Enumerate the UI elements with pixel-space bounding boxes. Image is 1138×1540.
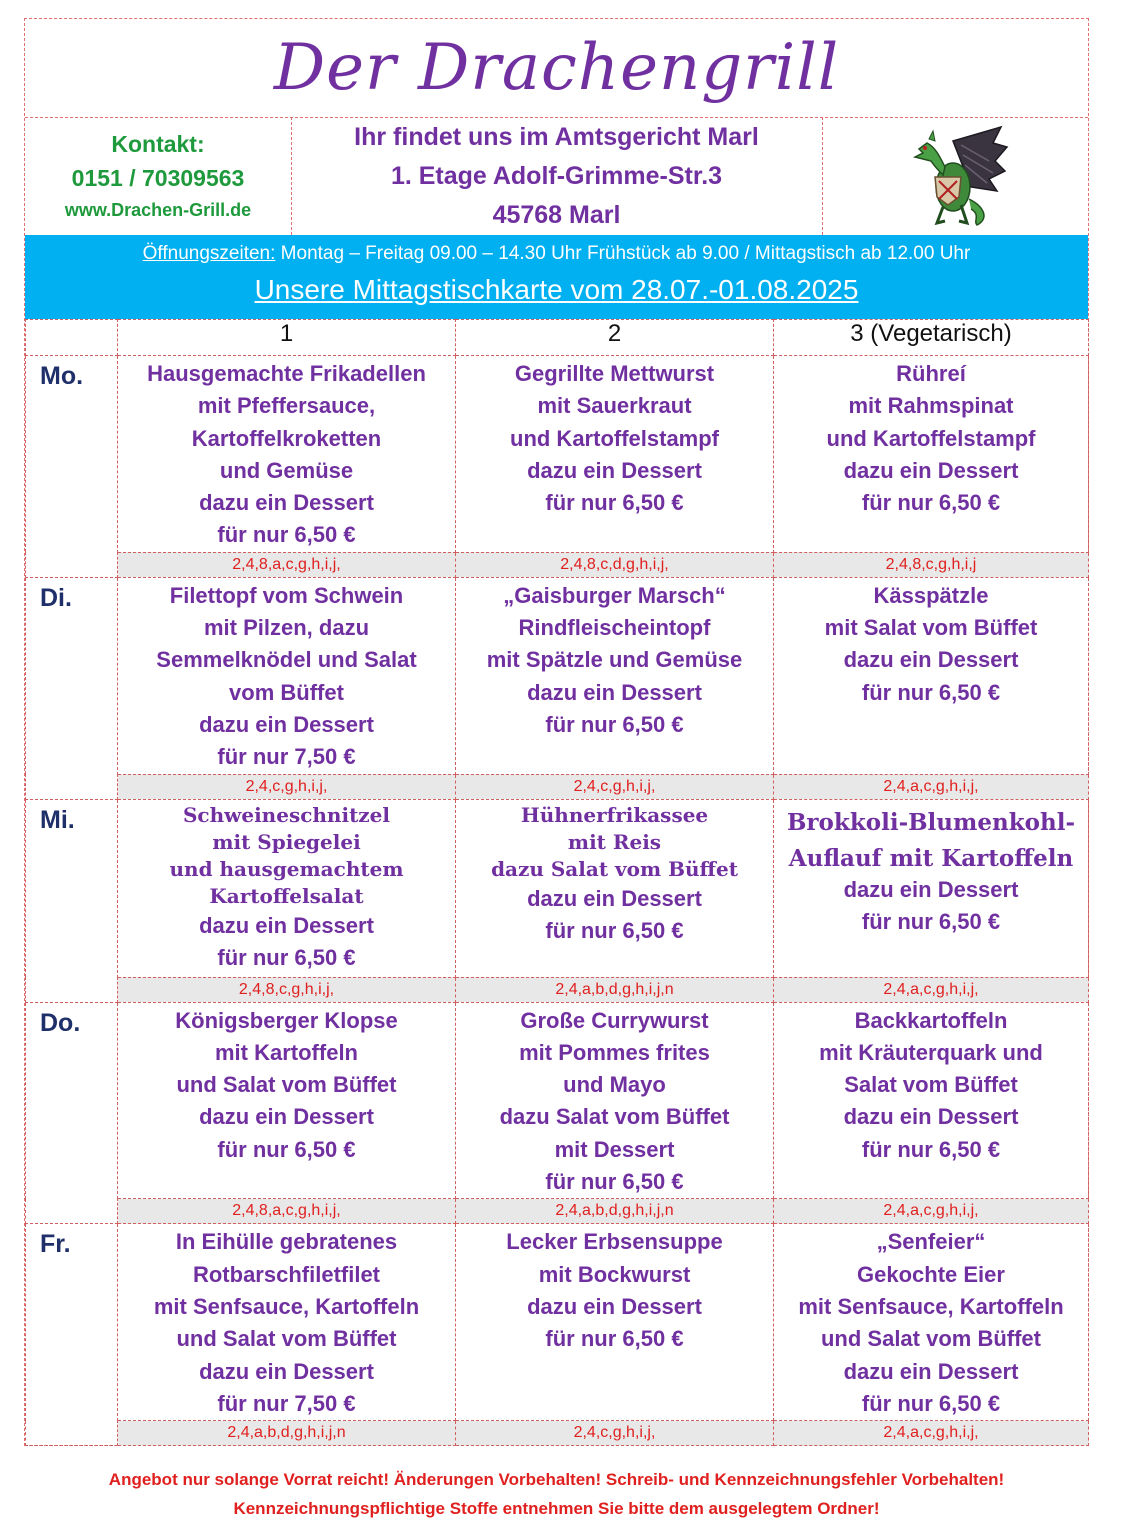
- menu-table: [25, 319, 1089, 1446]
- dish-line: Rindfleischeintopf: [518, 615, 711, 641]
- dish-line: und Gemüse: [219, 457, 354, 483]
- allergen-codes: 2,4,8,c,d,g,h,i,j,: [456, 552, 774, 577]
- dish-line: vom Büffet: [229, 679, 344, 705]
- day-label: Do.: [26, 1002, 118, 1224]
- dish-line: mit Salat vom Büffet: [824, 615, 1038, 641]
- allergen-codes: 2,4,a,b,d,g,h,i,j,n: [456, 1199, 774, 1224]
- dish-line: dazu ein Dessert: [843, 876, 1019, 902]
- dish-line: dazu ein Dessert: [843, 457, 1019, 483]
- dish-line: Salat vom Büffet: [844, 1072, 1018, 1098]
- dish-line: mit Pilzen, dazu: [203, 615, 370, 641]
- dish-line: Kartoffelsalat: [209, 883, 364, 908]
- dish-line: dazu ein Dessert: [199, 490, 374, 516]
- dish-line: und Kartoffelstampf: [510, 425, 719, 451]
- dish-cell: [456, 799, 774, 977]
- allergen-codes: 2,4,a,c,g,h,i,j,: [774, 977, 1089, 1002]
- contact-label: Kontakt:: [111, 131, 205, 157]
- dish-cell: [118, 356, 456, 553]
- logo-cell: [822, 117, 1090, 235]
- info-row: [25, 117, 1088, 236]
- day-row: [26, 1224, 1089, 1421]
- day-row: [26, 577, 1089, 774]
- allergen-codes: 2,4,8,a,c,g,h,i,j,: [118, 552, 456, 577]
- footer-line-1: Angebot nur solange Vorrat reicht! Änderungen Vorbehalten! Schreib- und Kennzeichnungsfehler Vorbehalten!: [108, 1470, 1005, 1489]
- dish-line: „Gaisburger Marsch“: [503, 582, 726, 608]
- dish-line: Kässpätzle: [873, 582, 989, 608]
- column-header: 3 (Vegetarisch): [774, 320, 1089, 356]
- dish-line: mit Kartoffeln: [215, 1039, 358, 1065]
- dish-line: Königsberger Klopse: [175, 1007, 398, 1033]
- day-label: Mi.: [26, 799, 118, 1002]
- allergen-codes: 2,4,a,c,g,h,i,j,: [774, 1199, 1089, 1224]
- dish-cell: [118, 577, 456, 774]
- dish-line: für nur 6,50 €: [861, 490, 1001, 516]
- allergen-codes: 2,4,c,g,h,i,j,: [456, 1421, 774, 1446]
- opening-hours: [25, 241, 1088, 267]
- dish-line: dazu ein Dessert: [199, 912, 374, 938]
- column-header: 2: [456, 320, 774, 356]
- dish-line: Hühnerfrikassee: [520, 802, 709, 827]
- dish-cell: [774, 356, 1089, 553]
- dish-cell: [456, 356, 774, 553]
- dish-line: Rotbarschfiletfilet: [192, 1261, 381, 1287]
- dish-line: für nur 6,50 €: [545, 1326, 684, 1352]
- dish-line: mit Kräuterquark und: [819, 1039, 1043, 1065]
- contact-cell: [25, 117, 292, 235]
- footer-line-2: Kennzeichnungspflichtige Stoffe entnehmen Sie bitte dem ausgelegtem Ordner!: [233, 1499, 880, 1518]
- dish-line: Brokkoli-Blumenkohl-: [786, 808, 1075, 836]
- allergen-row: [26, 552, 1089, 577]
- dish-line: Semmelknödel und Salat: [156, 647, 417, 673]
- allergen-row: [26, 774, 1089, 799]
- dish-cell: [456, 1224, 774, 1421]
- dish-line: Hausgemachte Frikadellen: [147, 361, 426, 386]
- day-row: [26, 356, 1089, 553]
- dish-cell: [774, 799, 1089, 977]
- dish-line: dazu ein Dessert: [843, 1358, 1019, 1384]
- address-cell: [291, 117, 823, 235]
- dish-line: dazu ein Dessert: [527, 885, 702, 911]
- dish-line: In Eihülle gebratenes: [175, 1229, 398, 1255]
- address-line-2: 1. Etage Adolf-Grimme-Str.3: [390, 161, 723, 190]
- allergen-codes: 2,4,8,a,c,g,h,i,j,: [118, 1199, 456, 1224]
- dish-line: und Salat vom Büffet: [176, 1072, 397, 1098]
- dish-line: für nur 6,50 €: [861, 679, 1001, 705]
- dish-cell: [774, 1224, 1089, 1421]
- dish-line: dazu ein Dessert: [843, 647, 1019, 673]
- dish-line: für nur 6,50 €: [861, 1390, 1001, 1416]
- dish-line: Filettopf vom Schwein: [169, 582, 404, 608]
- week-title: Unsere Mittagstischkarte vom 28.07.-01.08.2025: [254, 274, 859, 305]
- dish-line: mit Pfeffersauce,: [197, 393, 376, 419]
- dish-line: „Senfeier“: [876, 1229, 986, 1255]
- dish-line: für nur 6,50 €: [217, 522, 356, 548]
- footer: [25, 1465, 1088, 1523]
- menu-sheet: [24, 18, 1089, 1518]
- dish-line: mit Reis: [567, 829, 662, 854]
- column-header: 1: [118, 320, 456, 356]
- dish-cell: [118, 1002, 456, 1199]
- day-label: Mo.: [26, 356, 118, 578]
- dish-line: für nur 6,50 €: [545, 1169, 684, 1195]
- dish-cell: [774, 577, 1089, 774]
- dish-cell: [118, 1224, 456, 1421]
- dish-line: mit Senfsauce, Kartoffeln: [798, 1293, 1064, 1319]
- dish-line: dazu ein Dessert: [527, 457, 702, 483]
- dish-line: Lecker Erbsensuppe: [506, 1229, 723, 1255]
- allergen-codes: 2,4,8,c,g,h,i,j: [774, 552, 1089, 577]
- dish-line: mit Bockwurst: [538, 1261, 691, 1287]
- column-header-row: [26, 320, 1089, 356]
- allergen-codes: 2,4,a,c,g,h,i,j,: [774, 1421, 1089, 1446]
- restaurant-title: Der Drachengrill: [273, 31, 840, 105]
- contact-phone: 0151 / 70309563: [71, 165, 245, 191]
- dish-line: mit Sauerkraut: [537, 393, 692, 419]
- allergen-codes: 2,4,c,g,h,i,j,: [118, 774, 456, 799]
- dish-line: Große Currywurst: [520, 1007, 709, 1033]
- day-row: [26, 1002, 1089, 1199]
- dish-line: und Salat vom Büffet: [820, 1326, 1041, 1352]
- dish-line: mit Rahmspinat: [848, 393, 1014, 419]
- dish-cell: [774, 1002, 1089, 1199]
- day-label: Fr.: [26, 1224, 118, 1446]
- dish-line: dazu ein Dessert: [527, 679, 702, 705]
- dish-cell: [456, 577, 774, 774]
- dish-line: Backkartoffeln: [854, 1007, 1008, 1033]
- dish-line: Rühreí: [896, 361, 966, 386]
- allergen-codes: 2,4,a,b,d,g,h,i,j,n: [456, 977, 774, 1002]
- dish-line: und Mayo: [563, 1072, 666, 1098]
- dish-line: und Kartoffelstampf: [826, 425, 1036, 451]
- dish-line: für nur 6,50 €: [861, 1136, 1001, 1162]
- dish-line: für nur 6,50 €: [545, 711, 684, 737]
- allergen-row: [26, 1199, 1089, 1224]
- allergen-row: [26, 1421, 1089, 1446]
- allergen-codes: 2,4,8,c,g,h,i,j,: [118, 977, 456, 1002]
- dish-line: Gegrillte Mettwurst: [514, 361, 715, 386]
- dish-line: für nur 6,50 €: [217, 944, 356, 970]
- dish-line: Schweineschnitzel: [182, 802, 390, 827]
- dish-line: für nur 6,50 €: [545, 917, 684, 943]
- title-cell: [25, 19, 1088, 118]
- dragon-icon: [901, 121, 1011, 231]
- dish-line: und hausgemachtem: [169, 856, 404, 881]
- dish-line: dazu ein Dessert: [843, 1104, 1019, 1130]
- dish-line: und Salat vom Büffet: [176, 1326, 397, 1352]
- address-line-1: Ihr findet uns im Amtsgericht Marl: [354, 122, 759, 151]
- dish-line: dazu Salat vom Büffet: [499, 1104, 730, 1130]
- day-row: [26, 799, 1089, 977]
- corner-cell: [26, 320, 118, 356]
- dish-cell: [456, 1002, 774, 1199]
- dish-cell: [118, 799, 456, 977]
- dish-line: Gekochte Eier: [857, 1261, 1005, 1287]
- allergen-codes: 2,4,c,g,h,i,j,: [456, 774, 774, 799]
- dish-line: Auflauf mit Kartoffeln: [788, 844, 1074, 872]
- address-line-3: 45768 Marl: [492, 200, 621, 229]
- dish-line: dazu Salat vom Büffet: [491, 856, 738, 881]
- dish-line: dazu ein Dessert: [199, 711, 374, 737]
- dish-line: für nur 6,50 €: [217, 1136, 356, 1162]
- dish-line: mit Pommes frites: [519, 1039, 710, 1065]
- allergen-row: [26, 977, 1089, 1002]
- allergen-codes: 2,4,a,c,g,h,i,j,: [774, 774, 1089, 799]
- dish-line: mit Senfsauce, Kartoffeln: [153, 1293, 420, 1319]
- dish-line: für nur 7,50 €: [217, 1390, 356, 1416]
- info-banner: [25, 235, 1088, 319]
- dish-line: mit Spiegelei: [212, 829, 361, 854]
- dish-line: Kartoffelkroketten: [191, 425, 382, 451]
- opening-hours-text: Montag – Freitag 09.00 – 14.30 Uhr Frühstück ab 9.00 / Mittagstisch ab 12.00 Uhr: [275, 243, 971, 264]
- dish-line: dazu ein Dessert: [199, 1358, 374, 1384]
- dish-line: für nur 7,50 €: [217, 744, 356, 770]
- dish-line: für nur 6,50 €: [861, 908, 1001, 934]
- contact-website: www.Drachen-Grill.de: [64, 200, 252, 220]
- allergen-codes: 2,4,a,b,d,g,h,i,j,n: [118, 1421, 456, 1446]
- dish-line: dazu ein Dessert: [199, 1104, 374, 1130]
- dish-line: mit Spätzle und Gemüse: [486, 647, 743, 673]
- dish-line: mit Dessert: [554, 1136, 675, 1162]
- dish-line: für nur 6,50 €: [545, 490, 684, 516]
- opening-hours-label: Öffnungszeiten:: [142, 243, 276, 264]
- dish-line: dazu ein Dessert: [527, 1293, 702, 1319]
- day-label: Di.: [26, 577, 118, 799]
